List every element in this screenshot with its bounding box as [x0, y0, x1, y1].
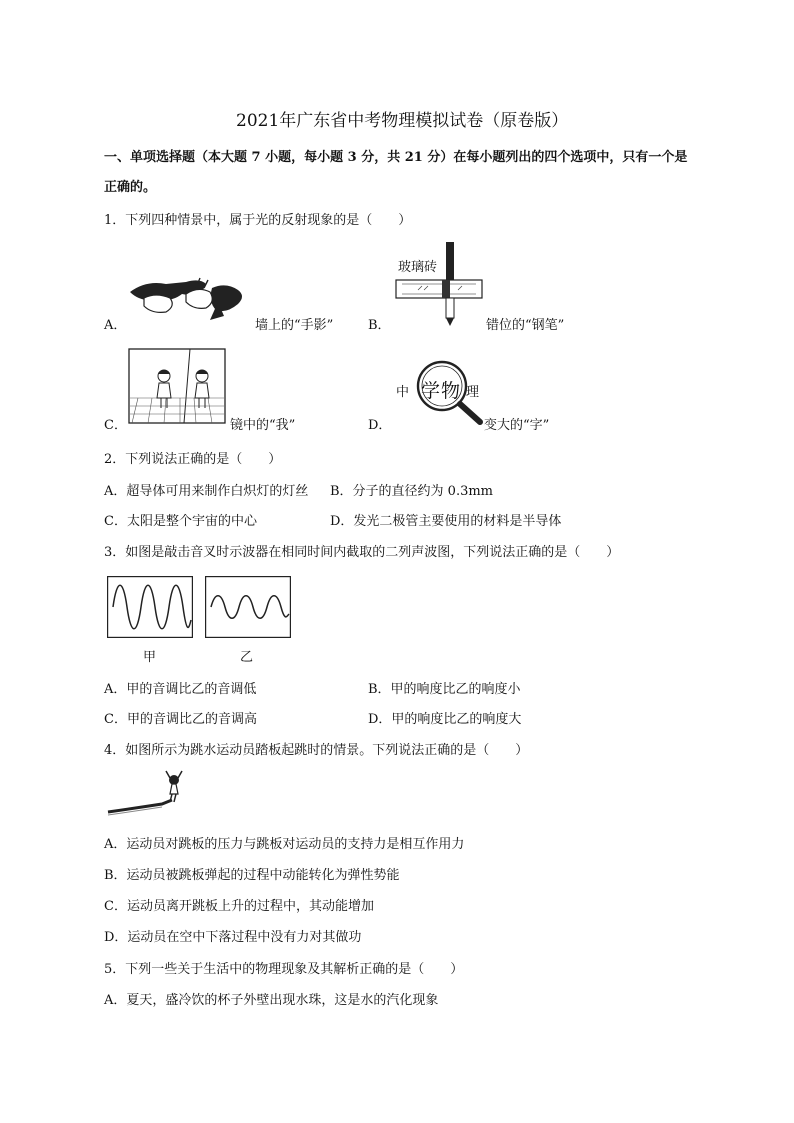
question-3-stem: 3．如图是敲击音叉时示波器在相同时间内截取的二列声波图，下列说法正确的是（ ） — [104, 545, 620, 560]
q1-option-b-letter: B． — [368, 318, 391, 333]
q1-option-b-caption: 错位的“钢笔” — [486, 318, 565, 333]
mirror-figure — [128, 348, 226, 424]
question-1-stem: 1．下列四种情景中，属于光的反射现象的是（ ） — [104, 213, 412, 228]
glass-brick-label: 玻璃砖 — [398, 260, 438, 275]
q4-option-a: A．运动员对跳板的压力与跳板对运动员的支持力是相互作用力 — [104, 837, 465, 852]
q3-option-b: B．甲的响度比乙的响度小 — [368, 682, 521, 697]
q1-option-d-caption: 变大的“字” — [484, 418, 550, 433]
magnifier-char-left: 中 — [396, 385, 410, 400]
q2-option-c: C．太阳是整个宇宙的中心 — [104, 514, 257, 529]
q3-option-d: D．甲的响度比乙的响度大 — [368, 712, 522, 727]
magnifier-char-right: 理 — [466, 385, 480, 400]
waveform-jia — [107, 576, 193, 638]
hand-shadow-figure — [126, 272, 251, 326]
magnifier-char-1: 学 — [421, 380, 441, 402]
magnifier-char-2: 物 — [441, 380, 461, 402]
q3-option-c: C．甲的音调比乙的音调高 — [104, 712, 257, 727]
q2-option-a: A．超导体可用来制作白炽灯的灯丝 — [104, 484, 309, 499]
diver-springboard-figure — [106, 770, 196, 818]
waveform-yi-label: 乙 — [240, 650, 254, 665]
pen-behind-glass-figure — [388, 240, 488, 326]
waveform-jia-label: 甲 — [143, 650, 157, 665]
waveform-yi — [205, 576, 291, 638]
q4-option-c: C．运动员离开跳板上升的过程中，其动能增加 — [104, 899, 374, 914]
q4-option-d: D．运动员在空中下落过程中没有力对其做功 — [104, 930, 362, 945]
q1-option-a-caption: 墙上的“手影” — [255, 318, 334, 333]
q5-option-a: A．夏天，盛冷饮的杯子外壁出现水珠，这是水的汽化现象 — [104, 993, 439, 1008]
question-4-stem: 4．如图所示为跳水运动员踏板起跳时的情景。下列说法正确的是（ ） — [104, 743, 529, 758]
q1-option-c-caption: 镜中的“我” — [230, 418, 296, 433]
section-heading: 一、单项选择题（本大题 7 小题，每小题 3 分，共 21 分）在每小题列出的四个选项中，只有一个是 — [104, 150, 688, 165]
section-heading-cont: 正确的。 — [104, 180, 157, 195]
q2-option-d: D．发光二极管主要使用的材料是半导体 — [330, 514, 562, 529]
question-2-stem: 2．下列说法正确的是（ ） — [104, 452, 282, 467]
q1-option-c-letter: C． — [104, 418, 127, 433]
q2-option-b: B．分子的直径约为 0.3mm — [330, 484, 494, 499]
q4-option-b: B．运动员被跳板弹起的过程中动能转化为弹性势能 — [104, 868, 400, 883]
q3-option-a: A．甲的音调比乙的音调低 — [104, 682, 257, 697]
question-5-stem: 5．下列一些关于生活中的物理现象及其解析正确的是（ ） — [104, 962, 464, 977]
page-title: 2021年广东省中考物理模拟试卷（原卷版） — [236, 111, 569, 131]
q1-option-d-letter: D． — [368, 418, 392, 433]
q1-option-a-letter: A． — [104, 318, 127, 333]
